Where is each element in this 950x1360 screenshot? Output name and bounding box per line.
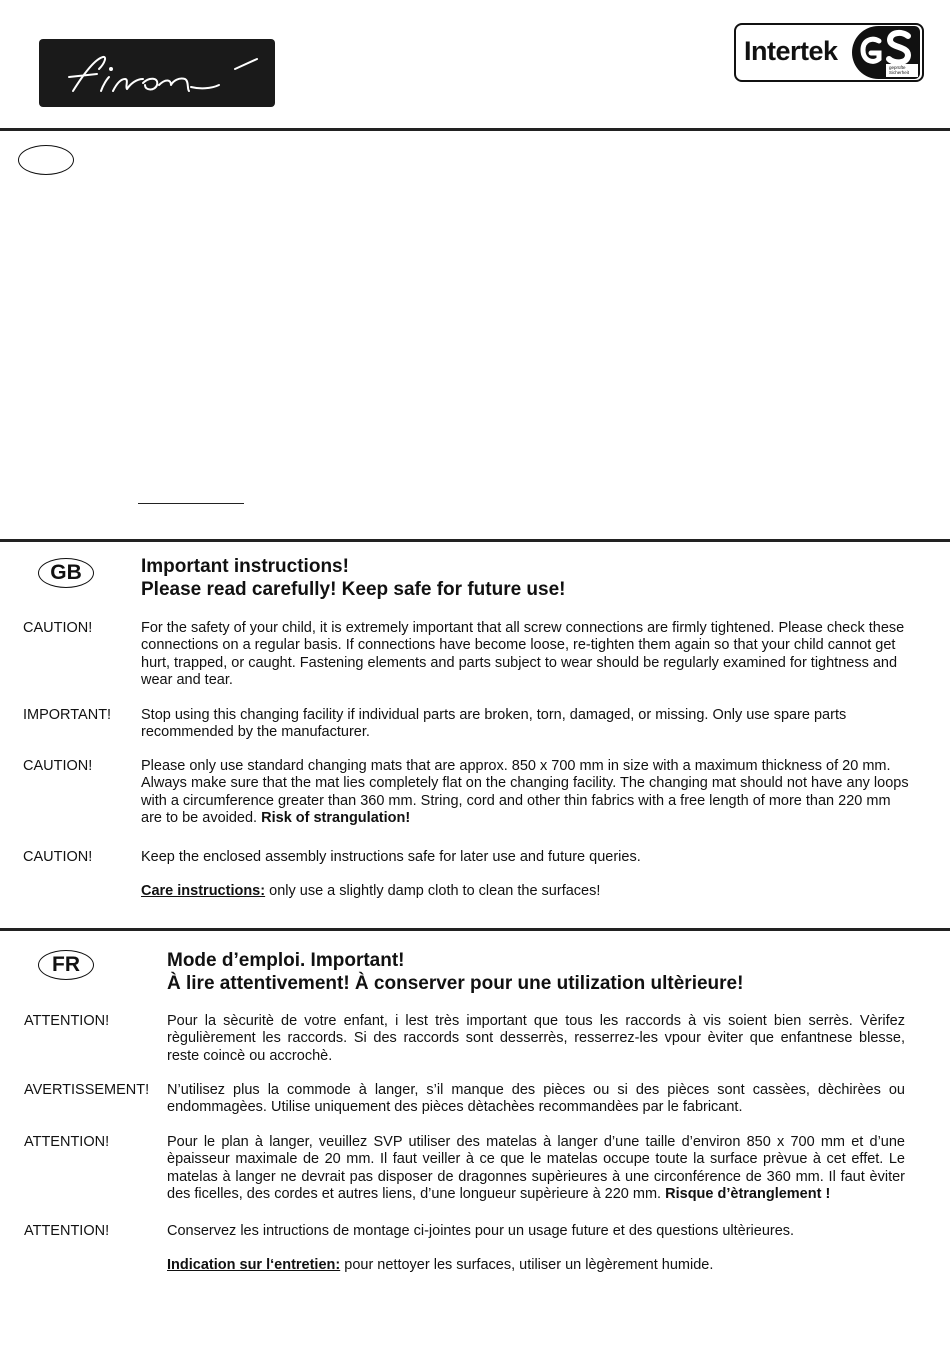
fr-language-badge: FR (38, 950, 94, 980)
gb-label-2: IMPORTANT! (23, 707, 112, 723)
gb-strangulation-warning: Risk of strangulation! (261, 809, 411, 826)
fr-care-instructions: Indication sur l‘entretien: pour nettoyer les surfaces, utiliser un lègèrement humide. (167, 1257, 714, 1273)
fr-title-line-2: À lire attentivement! À conserver pour une utilization ultèrieure! (167, 973, 744, 994)
gb-title-line-1: Important instructions! (141, 556, 349, 577)
gb-title-line-2: Please read carefully! Keep safe for future use! (141, 579, 566, 600)
gb-text-3: Please only use standard changing mats that are approx. 850 x 700 mm in size with a maximum thickness of 20 mm. Always make sure that the mat lies completely flat on the changing facility. The changing mat should not have any loops with a circumference greater than 360 mm. String, cord and other thin fabrics with a free length of more than 220 mm are to be avoided. Risk of strangulation! (141, 758, 909, 826)
header-divider (0, 128, 950, 131)
fr-label-2: AVERTISSEMENT! (24, 1082, 150, 1098)
fr-text-3: Pour le plan à langer, veuillez SVP utiliser des matelas à langer d’une taille d’environ 850 x 700 mm et d’une èpaisseur maximale de 20 mm. Il faut veiller à ce que le matelas occupe toute la surface prèvue à cet effet. Le matelas à langer ne devrait pas disposer de dragonnes supèrieures à une circonférence de 360 mm. Il faut èviter des ficelles, des cordes et autres liens, d’une longueur supèrieure à 220 mm. Risque d’ètranglement ! (167, 1134, 905, 1202)
gb-text-1: For the safety of your child, it is extremely important that all screw connections are firmly tightened. Please check these connections on a regular basis. If connections have become loose, re-tighten them again so that your child cannot get hurt, trapped, or caught. Fastening elements and parts subject to wear should be regularly examined for tightness and wear and tear. (141, 620, 905, 688)
fr-strangulation-warning: Risque d’ètranglement ! (665, 1185, 831, 1202)
gs-small-text: geprüfte Sicherheit (889, 65, 910, 75)
gb-text-4: Keep the enclosed assembly instructions safe for later use and future queries. (141, 849, 641, 865)
gs-safety-mark-icon (852, 26, 920, 79)
fr-title-line-1: Mode d’emploi. Important! (167, 950, 405, 971)
signature-line (138, 503, 244, 504)
brand-logo (39, 39, 275, 107)
gb-language-badge: GB (38, 558, 94, 588)
gb-label-4: CAUTION! (23, 849, 93, 865)
gb-care-label: Care instructions: (141, 883, 266, 899)
gb-label-3: CAUTION! (23, 758, 93, 774)
fr-text-2: N’utilisez plus la commode à langer, s’il manque des pièces ou si des pièces sont cassèes, dèchirèes ou endommagèes. Utilise uniquement des pièces dètachèes recommandèes par le fabricant. (167, 1082, 905, 1116)
fr-label-3: ATTENTION! (24, 1134, 110, 1150)
gb-section-divider (0, 539, 950, 542)
gb-label-1: CAUTION! (23, 620, 93, 636)
empty-language-badge (18, 145, 74, 175)
gb-text-2: Stop using this changing facility if individual parts are broken, torn, damaged, or missing. Only use spare parts recommended by the manufacturer. (141, 707, 847, 741)
fr-text-1: Pour la sècuritè de votre enfant, i lest très important que tous les raccords à vis soient bien serrès. Vèrifez règulièrement les raccords. Si des raccords sont desserrès, resserrez-les vpour èviter que enfantnese blesse, reste coincè ou accrochè. (167, 1013, 905, 1064)
intertek-gs-certification-logo (734, 23, 924, 82)
fr-label-4: ATTENTION! (24, 1223, 110, 1239)
intertek-wordmark: Intertek (744, 36, 838, 66)
gb-care-instructions: Care instructions: only use a slightly damp cloth to clean the surfaces! (141, 883, 601, 899)
fr-care-label: Indication sur l‘entretien: (167, 1257, 341, 1273)
fr-text-4: Conservez les intructions de montage ci-jointes pour un usage future et des questions ultèrieures. (167, 1223, 795, 1239)
fr-label-1: ATTENTION! (24, 1013, 110, 1029)
fr-section-divider (0, 928, 950, 931)
